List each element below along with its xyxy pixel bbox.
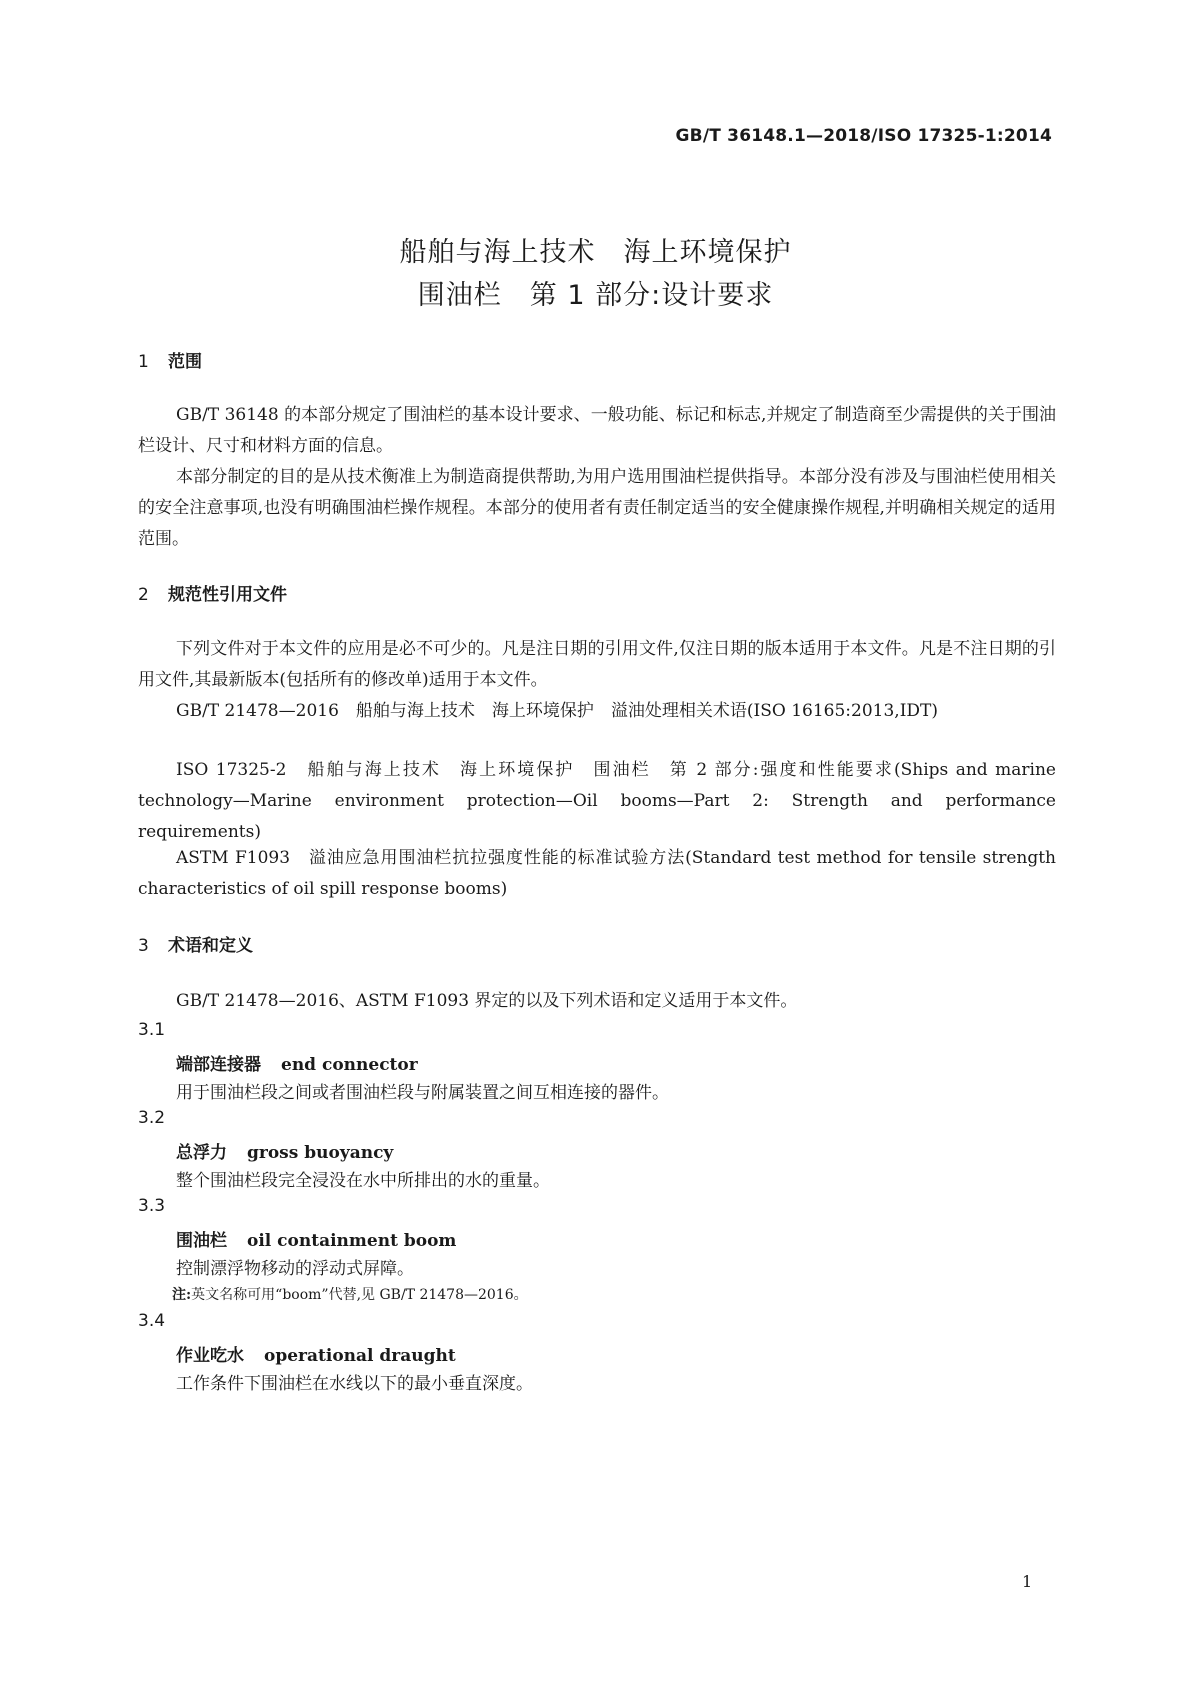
reference-iso-17325-2: ISO 17325-2 船舶与海上技术 海上环境保护 围油栏 第 2 部分:强度和性能要求(Ships and marine technology—Marine environment protection—Oil booms—Part 2: Strength and performance requirements): [138, 760, 1056, 842]
term-definition: 控制漂浮物移动的浮动式屏障。: [176, 1259, 414, 1279]
section-2-paragraph-1: 下列文件对于本文件的应用是必不可少的。凡是注日期的引用文件,仅注日期的版本适用于本文件。凡是不注日期的引用文件,其最新版本(包括所有的修改单)适用于本文件。: [138, 639, 1056, 690]
term-number: 3.1: [138, 1020, 166, 1040]
term-definition: 整个围油栏段完全浸没在水中所排出的水的重量。: [176, 1171, 550, 1191]
term-number: 3.3: [138, 1196, 166, 1216]
standard-code: GB/T 36148.1—2018/ISO 17325-1:2014: [675, 126, 1052, 146]
term-definition: 工作条件下围油栏在水线以下的最小垂直深度。: [176, 1374, 533, 1394]
section-2-heading: [138, 580, 287, 605]
note-label: 注:: [172, 1287, 192, 1303]
document-title-line2: 围油栏 第 1 部分:设计要求: [417, 280, 774, 311]
section-title: 范围: [168, 352, 202, 372]
reference-gbt-21478: GB/T 21478—2016 船舶与海上技术 海上环境保护 溢油处理相关术语(ISO 16165:2013,IDT): [176, 701, 939, 721]
term-name-en: gross buoyancy: [247, 1143, 394, 1163]
section-1-heading: [138, 347, 202, 372]
section-3-intro: GB/T 21478—2016、ASTM F1093 界定的以及下列术语和定义适用于本文件。: [176, 991, 798, 1011]
section-number: 3: [138, 936, 149, 956]
note-text: 英文名称可用“boom”代替,见 GB/T 21478—2016。: [191, 1287, 528, 1303]
section-title: 术语和定义: [168, 936, 253, 956]
term-name: [176, 1341, 456, 1366]
term-name-zh: 总浮力: [176, 1143, 227, 1163]
section-number: 2: [138, 585, 149, 605]
page-number: 1: [1022, 1572, 1033, 1591]
term-name: [176, 1138, 393, 1163]
term-definition: 用于围油栏段之间或者围油栏段与附属装置之间互相连接的器件。: [176, 1083, 669, 1103]
term-note: [172, 1284, 528, 1304]
document-title-line1: 船舶与海上技术 海上环境保护: [399, 237, 792, 268]
section-1-paragraph-2: 本部分制定的目的是从技术衡准上为制造商提供帮助,为用户选用围油栏提供指导。本部分没有涉及与围油栏使用相关的安全注意事项,也没有明确围油栏操作规程。本部分的使用者有责任制定适当的安全健康操作规程,并明确相关规定的适用范围。: [138, 467, 1056, 549]
section-3-heading: [138, 931, 253, 956]
term-name-en: end connector: [281, 1055, 418, 1075]
reference-astm-f1093: ASTM F1093 溢油应急用围油栏抗拉强度性能的标准试验方法(Standard test method for tensile strength characteristics of oil spill response booms): [138, 848, 1056, 899]
term-name: [176, 1226, 456, 1251]
section-number: 1: [138, 352, 149, 372]
term-number: 3.2: [138, 1108, 166, 1128]
term-name: [176, 1050, 418, 1075]
term-name-zh: 围油栏: [176, 1231, 227, 1251]
term-name-en: oil containment boom: [247, 1231, 457, 1251]
term-number: 3.4: [138, 1311, 166, 1331]
section-1-paragraph-1: GB/T 36148 的本部分规定了围油栏的基本设计要求、一般功能、标记和标志,并规定了制造商至少需提供的关于围油栏设计、尺寸和材料方面的信息。: [138, 405, 1056, 456]
section-title: 规范性引用文件: [168, 585, 287, 605]
term-name-en: operational draught: [264, 1346, 456, 1366]
term-name-zh: 端部连接器: [176, 1055, 261, 1075]
term-name-zh: 作业吃水: [176, 1346, 244, 1366]
